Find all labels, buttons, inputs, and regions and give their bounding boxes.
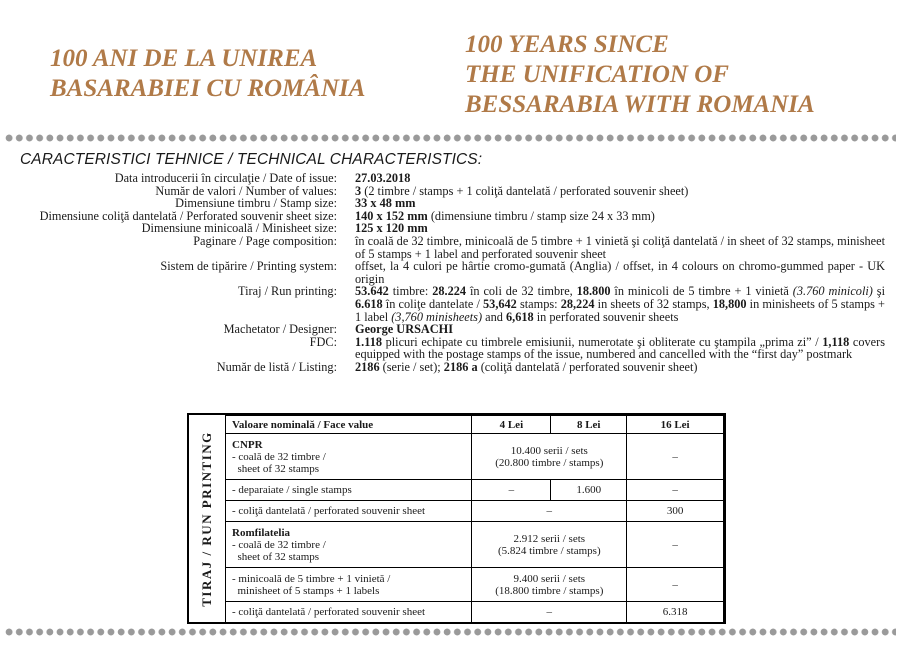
run-printing-vertical-label (189, 415, 225, 622)
spec-label: Număr de valori / Number of values: (155, 183, 337, 198)
cnpr-line-2: sheet of 32 stamps (237, 462, 320, 475)
minisheet-line-1: - minicoală de 5 timbre + 1 vinietă / (232, 572, 391, 585)
spec-label: Dimensiune minicoală / Minisheet size: (141, 221, 337, 236)
spec-value (355, 361, 885, 374)
run-note: (3,760 minisheets) (391, 309, 483, 324)
singles-4-lei: – (472, 480, 551, 501)
romfilatelia-cell (226, 522, 472, 568)
run-value: 6,618 (505, 309, 534, 324)
table-header-row (226, 416, 724, 434)
table-row-minisheet (226, 568, 724, 602)
minisheet-16-lei: – (627, 568, 724, 602)
spec-label: Dimensiune timbru / Stamp size: (175, 196, 337, 211)
run-text: şi (872, 284, 886, 299)
cnpr-qty (472, 434, 627, 480)
spec-label: Tiraj / Run printing: (238, 284, 337, 299)
romfilatelia-qty-1: 2.912 serii / sets (513, 532, 586, 545)
run-text: timbre: (388, 284, 433, 299)
spec-row-run (0, 285, 900, 323)
run-text: in minisheets of 5 stamps + 1 label (355, 296, 885, 324)
header-face-value: Valoare nominală / Face value (226, 416, 472, 434)
run-text: în coli de 32 timbre, (466, 284, 577, 299)
fdc-text: covers equipped with the postage stamps of the issue, numbered and cancelled with the “first day” postmark (355, 334, 885, 362)
fdc-value: 1,118 (822, 334, 850, 349)
spec-label: Machetator / Designer: (223, 322, 337, 337)
spec-row-sheet-size (0, 210, 900, 223)
romfilatelia-line-1: - coală de 32 timbre / (232, 538, 326, 551)
spec-value: 27.03.2018 (355, 171, 411, 185)
table-row-cnpr-souvenir (226, 501, 724, 522)
listing-text: (serie / set); (379, 359, 444, 374)
listing-value: 2186 (355, 359, 380, 374)
fdc-value: 1.118 (355, 334, 382, 349)
cnpr-16-lei: – (627, 434, 724, 480)
header-4-lei: 4 Lei (472, 416, 551, 434)
minisheet-qty (472, 568, 627, 602)
spec-label: Număr de listă / Listing: (216, 359, 337, 374)
header-16-lei: 16 Lei (627, 416, 724, 434)
run-value: 18,800 (712, 296, 747, 311)
run-note: (3.760 minicoli) (792, 284, 873, 299)
cnpr-name: CNPR (232, 438, 263, 451)
singles-16-lei: – (627, 480, 724, 501)
spec-label: Sistem de tipărire / Printing system: (160, 259, 337, 274)
table-row-cnpr-sheet (226, 434, 724, 480)
romfilatelia-souvenir-16-lei: 6.318 (627, 602, 724, 623)
romfilatelia-souvenir-label: - coliţă dantelată / perforated souvenir sheet (226, 602, 472, 623)
listing-value: 2186 a (443, 359, 478, 374)
run-text: in sheets of 32 stamps, (594, 296, 713, 311)
singles-8-lei: 1.600 (551, 480, 627, 501)
title-en-line-1: 100 YEARS SINCE (465, 31, 669, 58)
cnpr-cell (226, 434, 472, 480)
spec-value: offset, la 4 culori pe hârtie cromo-gumată (Anglia) / offset, in 4 colours on chromo-gummed paper - UK origin (355, 259, 885, 286)
header-8-lei: 8 Lei (551, 416, 627, 434)
dotted-divider-bottom (4, 627, 896, 637)
section-title: CARACTERISTICI TEHNICE / TECHNICAL CHARACTERISTICS: (20, 151, 483, 168)
spec-value (355, 336, 885, 361)
romfilatelia-name: Romfilatelia (232, 526, 291, 539)
run-value: 18.800 (576, 284, 611, 299)
run-value: 6.618 (355, 296, 383, 311)
spec-value: 33 x 48 mm (355, 196, 416, 211)
spec-value: (2 timbre / stamps + 1 coliţă dantelată / perforated souvenir sheet) (361, 183, 689, 198)
minisheet-qty-2: (18.800 timbre / stamps) (495, 584, 604, 597)
romfilatelia-qty (472, 522, 627, 568)
romfilatelia-qty-2: (5.824 timbre / stamps) (497, 544, 601, 557)
run-value: 28,224 (560, 296, 595, 311)
dotted-divider-top (4, 133, 896, 143)
listing-text: (coliţă dantelată / perforated souvenir sheet) (477, 359, 698, 374)
run-text: în coliţe dantelate / (382, 296, 484, 311)
spec-value: George URSACHI (355, 322, 454, 337)
fdc-text: plicuri echipate cu timbrele emisiunii, numerotate şi obliterate cu ştampila „prima zi” / (382, 334, 823, 349)
run-printing-grid (225, 415, 724, 623)
spec-label: FDC: (309, 334, 337, 349)
cnpr-souvenir-16-lei: 300 (627, 501, 724, 522)
spec-row-page (0, 235, 900, 260)
spec-row-printing (0, 260, 900, 285)
spec-label: Dimensiune coliţă dantelată / Perforated souvenir sheet size: (39, 208, 337, 223)
run-text: stamps: (516, 296, 561, 311)
spec-value-bold: 3 (355, 183, 362, 198)
run-value: 28.224 (432, 284, 467, 299)
run-text: and (482, 309, 506, 324)
run-value: 53,642 (483, 296, 517, 311)
romfilatelia-souvenir-4-8-lei: – (472, 602, 627, 623)
table-row-romfilatelia-souvenir (226, 602, 724, 623)
spec-value: în coală de 32 timbre, minicoală de 5 timbre + 1 vinietă şi coliţă dantelată / in sheet of 32 stamps, minisheet of 5 stamps + 1 label and perforated souvenir sheet (355, 233, 885, 261)
spec-row-fdc (0, 336, 900, 361)
title-romanian (50, 44, 430, 104)
minisheet-qty-1: 9.400 serii / sets (513, 572, 586, 585)
spec-value: (dimensiune timbru / stamp size 24 x 33 mm) (427, 208, 655, 223)
title-english (465, 30, 885, 120)
title-ro-line-1: 100 ANI DE LA UNIREA (50, 45, 318, 72)
spec-value (355, 285, 885, 323)
minisheet-line-2: minisheet of 5 stamps + 1 labels (237, 584, 380, 597)
table-row-romfilatelia-sheet (226, 522, 724, 568)
run-value: 53.642 (355, 284, 389, 299)
spec-row-listing (0, 361, 900, 374)
cnpr-souvenir-4-8-lei: – (472, 501, 627, 522)
spec-row-values (0, 185, 900, 198)
minisheet-cell (226, 568, 472, 602)
spec-label: Data introducerii în circulaţie / Date of issue: (114, 171, 337, 185)
romfilatelia-16-lei: – (627, 522, 724, 568)
cnpr-line-1: - coală de 32 timbre / (232, 450, 326, 463)
title-ro-line-2: BASARABIEI CU ROMÂNIA (50, 75, 366, 102)
vertical-label-text: TIRAJ / RUN PRINTING (199, 430, 214, 607)
cnpr-qty-2: (20.800 timbre / stamps) (495, 456, 604, 469)
table-row-singles (226, 480, 724, 501)
spec-value-bold: 140 x 152 mm (355, 208, 428, 223)
title-en-line-3: BESSARABIA WITH ROMANIA (465, 91, 815, 118)
spec-value: 125 x 120 mm (355, 221, 428, 236)
title-en-line-2: THE UNIFICATION OF (465, 61, 729, 88)
romfilatelia-line-2: sheet of 32 stamps (237, 550, 320, 563)
spec-label: Paginare / Page composition: (193, 233, 337, 248)
cnpr-qty-1: 10.400 serii / sets (510, 444, 588, 457)
cnpr-souvenir-label: - coliţă dantelată / perforated souvenir sheet (226, 501, 472, 522)
run-printing-table (187, 413, 726, 624)
run-text: in perforated souvenir sheets (533, 309, 679, 324)
technical-specs (0, 172, 900, 374)
run-text: în minicoli de 5 timbre + 1 vinietă (610, 284, 793, 299)
singles-label: - deparaiate / single stamps (226, 480, 472, 501)
